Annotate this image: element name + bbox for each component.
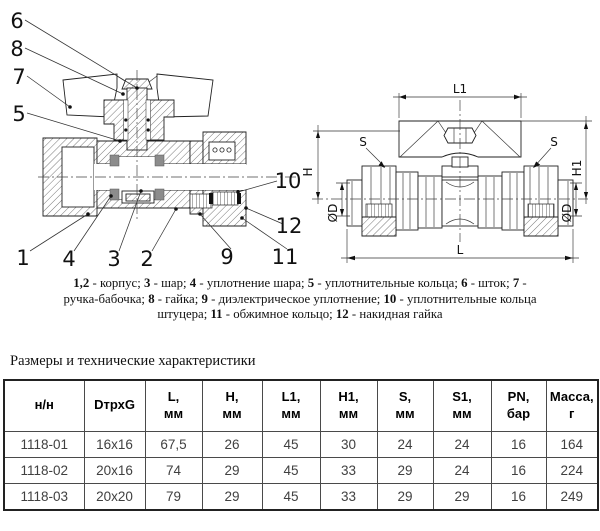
dim-dD-left: ØD	[326, 203, 340, 223]
cell-H: 26	[202, 431, 262, 457]
specs-table	[3, 379, 599, 511]
cell-H1: 33	[320, 483, 377, 510]
callout-12: 12	[275, 214, 303, 238]
callout-6: 6	[10, 9, 24, 33]
cell-dtrg: 20x16	[84, 457, 145, 483]
col-header-mass: Масса, г	[546, 380, 598, 432]
parts-legend	[55, 276, 545, 323]
cell-mass: 164	[546, 431, 598, 457]
cell-L: 74	[145, 457, 202, 483]
dim-dD-right: ØD	[560, 203, 574, 223]
callout-10: 10	[274, 169, 302, 193]
col-header-S1: S1, мм	[433, 380, 491, 432]
col-header-PN: PN, бар	[491, 380, 546, 432]
cell-H1: 30	[320, 431, 377, 457]
cell-model: 1118-02	[4, 457, 84, 483]
cell-PN: 16	[491, 431, 546, 457]
table-row	[4, 483, 598, 510]
col-header-S: S, мм	[377, 380, 433, 432]
col-header-L1: L1, мм	[262, 380, 320, 432]
cell-H: 29	[202, 457, 262, 483]
cell-L: 79	[145, 483, 202, 510]
front-view	[301, 82, 592, 263]
cell-L1: 45	[262, 483, 320, 510]
section-view	[10, 9, 302, 271]
cell-S1: 24	[433, 457, 491, 483]
table-title: Размеры и технические характеристики	[10, 352, 256, 369]
cell-S1: 29	[433, 483, 491, 510]
cell-dtrg: 16x16	[84, 431, 145, 457]
cell-model: 1118-01	[4, 431, 84, 457]
cell-S: 24	[377, 431, 433, 457]
dim-S-left: S	[359, 135, 367, 149]
callout-5: 5	[12, 102, 26, 126]
cell-S1: 24	[433, 431, 491, 457]
cell-S: 29	[377, 483, 433, 510]
dim-H1: H1	[570, 159, 584, 177]
col-header-H: H, мм	[202, 380, 262, 432]
cell-L: 67,5	[145, 431, 202, 457]
callout-9: 9	[220, 245, 234, 269]
col-header-nn: н/н	[4, 380, 84, 432]
cell-PN: 16	[491, 457, 546, 483]
cell-H1: 33	[320, 457, 377, 483]
col-header-H1: H1, мм	[320, 380, 377, 432]
legend-line-1: 1,2 - корпус; 3 - шар; 4 - уплотнение шара; 5 - уплотнительные кольца; 6 - шток; 7 -	[73, 276, 527, 290]
legend-line-3: штуцера; 11 - обжимное кольцо; 12 - накидная гайка	[157, 307, 443, 321]
header-row	[4, 380, 598, 432]
dim-H: H	[301, 167, 315, 177]
callout-8: 8	[10, 37, 24, 61]
cell-PN: 16	[491, 483, 546, 510]
table-row	[4, 457, 598, 483]
cell-H: 29	[202, 483, 262, 510]
callout-11: 11	[271, 245, 299, 269]
cell-dtrg: 20x20	[84, 483, 145, 510]
col-header-dtrg: DтрхG	[84, 380, 145, 432]
cell-model: 1118-03	[4, 483, 84, 510]
cell-mass: 249	[546, 483, 598, 510]
table-row	[4, 431, 598, 457]
cell-L1: 45	[262, 457, 320, 483]
legend-line-2: ручка-бабочка; 8 - гайка; 9 - диэлектрическое уплотнение; 10 - уплотнительные кольца	[63, 291, 537, 306]
cell-L1: 45	[262, 431, 320, 457]
cell-mass: 224	[546, 457, 598, 483]
left-fitting	[43, 138, 97, 216]
cell-S: 29	[377, 457, 433, 483]
dim-L: L	[456, 243, 464, 257]
callout-3: 3	[107, 247, 121, 271]
callout-4: 4	[62, 247, 76, 271]
dim-S-right: S	[550, 135, 558, 149]
callout-1: 1	[16, 246, 30, 270]
col-header-L: L, мм	[145, 380, 202, 432]
dim-L1: L1	[452, 82, 468, 96]
callout-7: 7	[12, 65, 26, 89]
callout-2: 2	[140, 247, 154, 271]
